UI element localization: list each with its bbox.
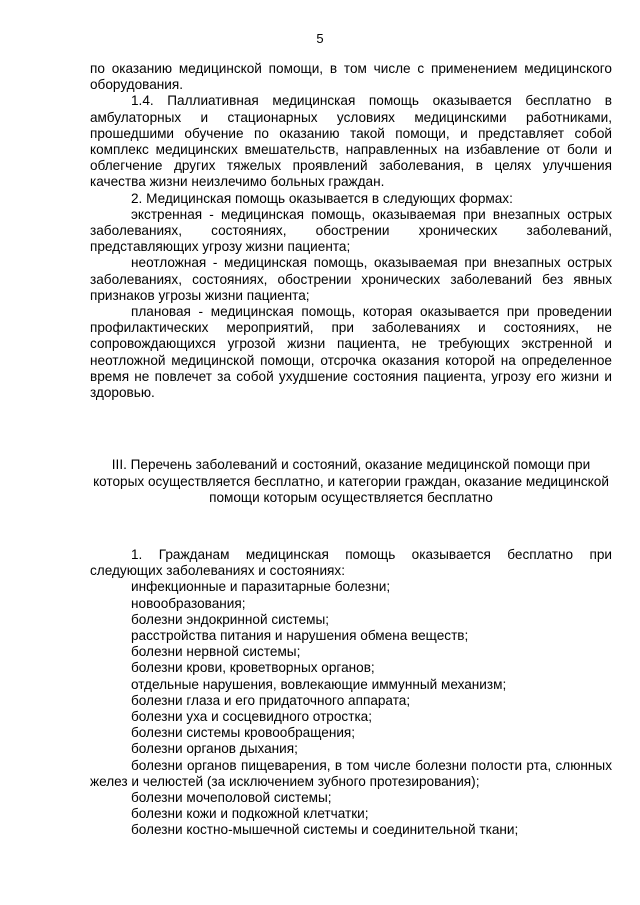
list-item: болезни кожи и подкожной клетчатки; <box>131 806 369 822</box>
disease-list <box>90 579 612 838</box>
paragraph-emergency-form: экстренная - медицинская помощь, оказываемая при внезапных острых заболеваниях, состояниях, обострении хронических заболеваний, представляющих угрозу жизни пациента; <box>90 206 612 255</box>
list-item: болезни нервной системы; <box>131 644 301 660</box>
document-body-bottom <box>90 547 612 839</box>
list-item: болезни органов пищеварения, в том числе болезни полости рта, слюнных желез и челюстей (за исключением зубного протезирования); <box>90 757 612 789</box>
list-item: расстройства питания и нарушения обмена веществ; <box>131 628 469 644</box>
list-item: болезни глаза и его придаточного аппарата; <box>131 692 411 708</box>
list-item: отдельные нарушения, вовлекающие иммунный механизм; <box>131 676 507 692</box>
list-item: болезни уха и сосцевидного отростка; <box>131 709 373 725</box>
page-number: 5 <box>316 31 324 46</box>
list-item: новообразования; <box>131 595 246 611</box>
paragraph-palliative-care: 1.4. Паллиативная медицинская помощь оказывается бесплатно в амбулаторных и стационарных условиях медицинскими работниками, прошедшими обучение по оказанию такой помощи, и представляет собой комплекс медицинских вмешательств, направленных на избавление от боли и облегчение других тяжелых проявлений заболевания, в целях улучшения качества жизни неизлечимо больных граждан. <box>90 93 612 190</box>
list-item: болезни крови, кроветворных органов; <box>131 660 375 676</box>
list-item: болезни костно-мышечной системы и соединительной ткани; <box>131 822 519 838</box>
paragraph-continuation: по оказанию медицинской помощи, в том числе с применением медицинского оборудования. <box>90 61 612 93</box>
paragraph-care-forms: 2. Медицинская помощь оказывается в следующих формах: <box>131 190 513 206</box>
list-item: инфекционные и паразитарные болезни; <box>131 579 391 595</box>
paragraph-planned-form: плановая - медицинская помощь, которая оказывается при проведении профилактических мероприятий, при заболеваниях и состояниях, не сопровождающихся угрозой жизни пациента, не требующих экстренной и неотложной медицинской помощи, отсрочка оказания которой на определенное время не повлечет за собой ухудшение состояния пациента, угрозу его жизни и здоровью. <box>90 304 612 401</box>
section-heading: III. Перечень заболеваний и состояний, оказание медицинской помощи при которых осуществляется бесплатно, и категории граждан, оказание медицинской помощи которым осуществляется бесплатно <box>93 457 609 506</box>
list-item: болезни органов дыхания; <box>131 741 298 757</box>
list-item: болезни мочеполовой системы; <box>131 790 332 806</box>
list-item: болезни системы кровообращения; <box>131 725 356 741</box>
list-item: болезни эндокринной системы; <box>131 611 330 627</box>
paragraph-urgent-form: неотложная - медицинская помощь, оказываемая при внезапных острых заболеваниях, состояниях, обострении хронических заболеваний без явных признаков угрозы жизни пациента; <box>90 255 612 303</box>
section-intro: 1. Гражданам медицинская помощь оказывается бесплатно при следующих заболеваниях и состояниях: <box>90 547 612 579</box>
document-body-top <box>90 61 612 401</box>
